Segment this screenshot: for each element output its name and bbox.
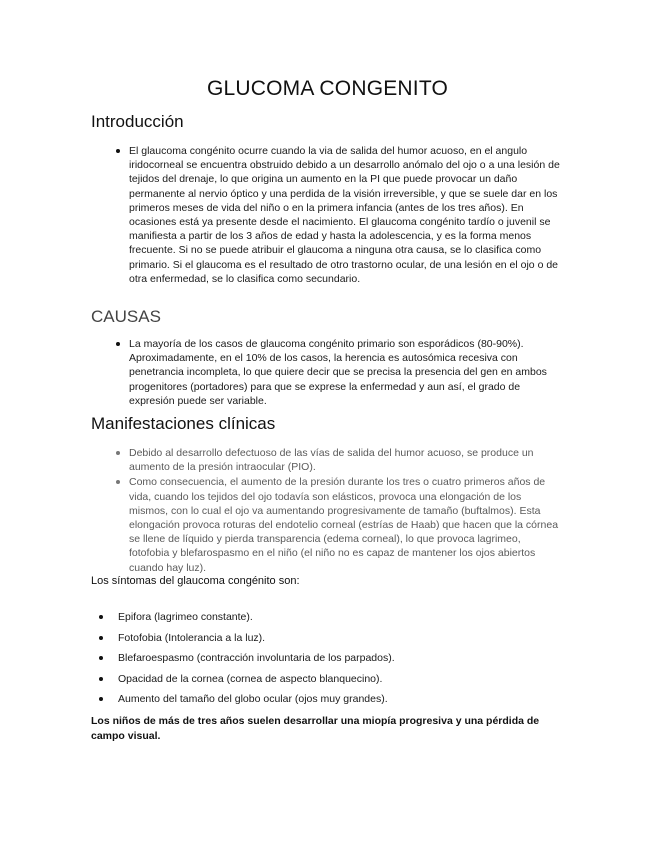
list-item: Debido al desarrollo defectuoso de las vías de salida del humor acuoso, se produce un aumento de la presión intraocular (PIO). (129, 446, 561, 474)
conclusion-text: Los niños de más de tres años suelen desarrollar una miopía progresiva y una pérdida de campo visual. (91, 715, 540, 742)
section-heading-causas: CAUSAS (91, 307, 161, 326)
section-heading-manifestaciones: Manifestaciones clínicas (91, 414, 276, 433)
section-heading-introduccion: Introducción (91, 112, 184, 131)
list-item: Como consecuencia, el aumento de la presión durante los tres o cuatro primeros años de vida, cuando los tejidos del ojo todavía son elásticos, provoca una elongación de los mismos, con lo cual el ojo va aumentando progresivamente de tamaño (buftalmos). Esta elongación provoca roturas del endotelio corneal (estrías de Haab) que hacen que la córnea se llene de líquido y pierda transparencia (edema corneal), lo que provoca lagrimeo, fotofobia y blefarospasmo en el niño (el niño no es capaz de mantener los ojos abiertos cuando hay luz). (129, 475, 561, 574)
list-item: La mayoría de los casos de glaucoma congénito primario son esporádicos (80-90%). Aproximadamente, en el 10% de los casos, la herencia es autosómica recesiva con penetrancia incompleta, lo que quiere decir que se precisa la presencia del gen en ambos progenitores (portadores) para que se exprese la enfermedad y aun así, el grado de expresión puede ser variable. (129, 337, 561, 408)
sintomas-lead: Los síntomas del glaucoma congénito son: (91, 575, 300, 587)
list-item: Aumento del tamaño del globo ocular (ojos muy grandes). (118, 692, 558, 713)
list-item: Fotofobia (Intolerancia a la luz). (118, 631, 558, 652)
introduccion-list (129, 144, 561, 286)
list-item: Epifora (lagrimeo constante). (118, 610, 558, 631)
manifestaciones-list (129, 446, 561, 575)
causas-list (129, 337, 561, 408)
document-title: GLUCOMA CONGENITO (206, 77, 449, 100)
sintomas-list (118, 610, 558, 713)
list-item: El glaucoma congénito ocurre cuando la via de salida del humor acuoso, en el angulo iridocorneal se encuentra obstruido debido a un desarrollo anómalo del ojo o a una lesión de tejidos del drenaje, lo que origina un aumento en la PI que puede provocar un daño permanente al nervio óptico y una perdida de la visión irreversible, y que se suele dar en los primeros meses de vida del niño o en la primera infancia (antes de los tres años). En ocasiones está ya presente desde el nacimiento. El glaucoma congénito tardío o juvenil se manifiesta a partir de los 3 años de edad y hasta la adolescencia, y es la forma menos frecuente. Si no se puede atribuir el glaucoma a ninguna otra causa, se lo clasifica como primario. Si el glaucoma es el resultado de otro trastorno ocular, de una lesión en el ojo o de otra enfermedad, se lo clasifica como secundario. (129, 145, 560, 285)
list-item: Blefaroespasmo (contracción involuntaria de los parpados). (118, 651, 558, 672)
list-item: Opacidad de la cornea (cornea de aspecto blanquecino). (118, 672, 558, 693)
